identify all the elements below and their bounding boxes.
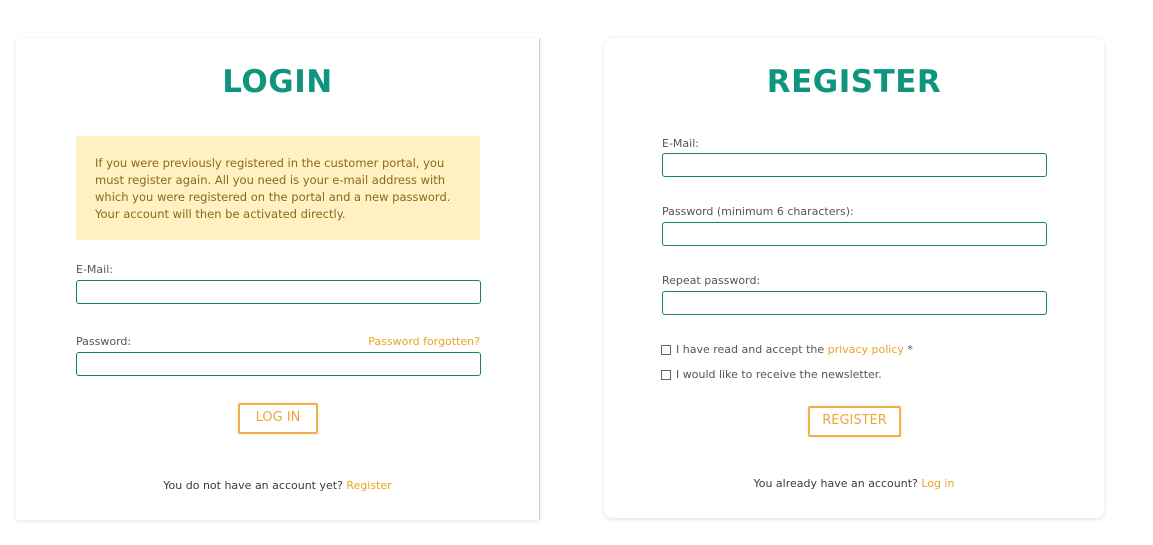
register-card xyxy=(604,38,1104,518)
newsletter-checkbox[interactable] xyxy=(661,370,671,380)
privacy-text: I have read and accept the xyxy=(676,343,825,356)
newsletter-row xyxy=(661,368,882,381)
repeat-password-input[interactable] xyxy=(662,291,1047,315)
login-email-label: E-Mail: xyxy=(76,263,113,276)
login-password-input[interactable] xyxy=(76,352,481,376)
register-password-input[interactable] xyxy=(662,222,1047,246)
repeat-password-label: Repeat password: xyxy=(662,274,761,287)
password-forgotten-link[interactable]: Password forgotten? xyxy=(368,335,480,348)
register-email-input[interactable] xyxy=(662,153,1047,177)
register-password-label: Password (minimum 6 characters): xyxy=(662,205,854,218)
register-footer xyxy=(604,477,1104,490)
register-button[interactable]: REGISTER xyxy=(808,406,901,437)
privacy-checkbox[interactable] xyxy=(661,345,671,355)
register-title: REGISTER xyxy=(766,64,942,100)
login-email-input[interactable] xyxy=(76,280,481,304)
login-button[interactable]: LOG IN xyxy=(238,403,318,434)
login-footer-text: You do not have an account yet? xyxy=(163,479,343,492)
register-link[interactable]: Register xyxy=(346,479,392,492)
privacy-policy-link[interactable]: privacy policy xyxy=(827,343,904,356)
register-email-label: E-Mail: xyxy=(662,137,699,150)
newsletter-text: I would like to receive the newsletter. xyxy=(676,368,882,381)
login-footer xyxy=(16,479,539,492)
login-notice: If you were previously registered in the customer portal, you must register again. All you need is your e-mail address with which you were registered on the portal and a new password. Your account will then be activated directly. xyxy=(76,136,480,240)
login-link[interactable]: Log in xyxy=(921,477,955,490)
privacy-required-mark: * xyxy=(907,343,913,356)
login-title: LOGIN xyxy=(222,64,333,100)
login-password-label: Password: xyxy=(76,335,132,348)
login-card xyxy=(16,38,540,520)
privacy-row xyxy=(661,343,913,356)
register-footer-text: You already have an account? xyxy=(753,477,918,490)
